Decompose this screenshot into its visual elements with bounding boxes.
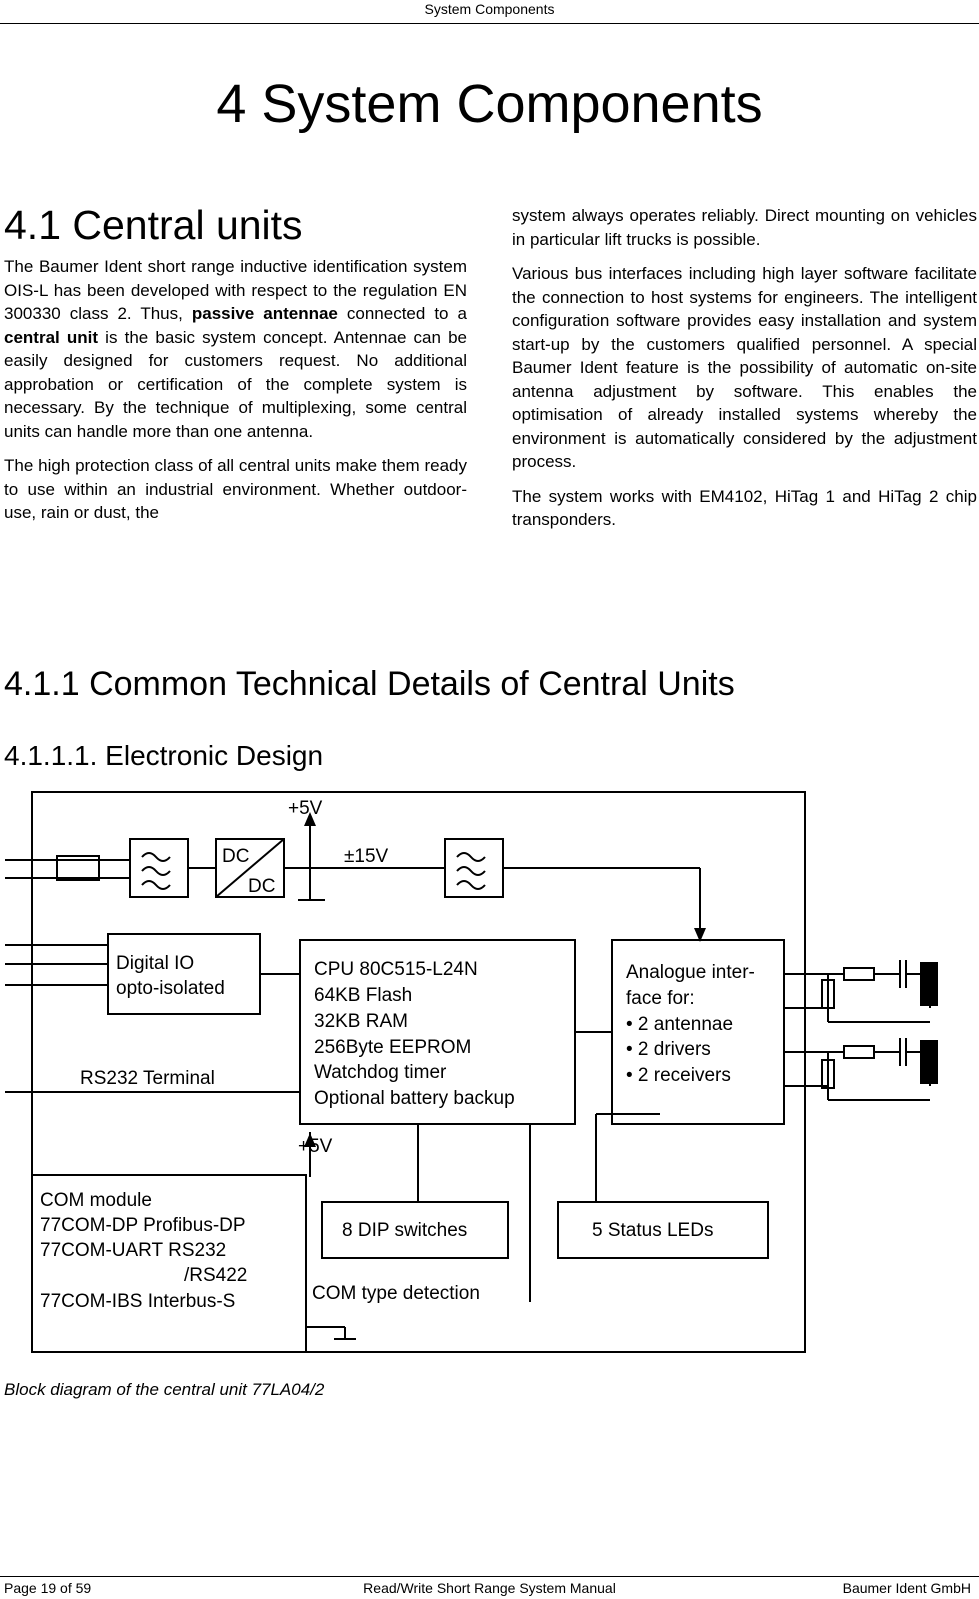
label-cpu-1: CPU 80C515-L24N	[314, 959, 478, 980]
paragraph-transponders: The system works with EM4102, HiTag 1 and HiTag 2 chip transponders.	[512, 486, 977, 529]
label-plus5v-mid: +5V	[298, 1136, 333, 1157]
filter-1-wave-icon	[142, 853, 170, 889]
label-digital-io-1: Digital IO	[116, 953, 195, 974]
label-dip-switches: 8 DIP switches	[342, 1220, 468, 1241]
left-column	[4, 255, 467, 536]
paragraph-intro	[4, 255, 467, 443]
label-dc-bottom: DC	[248, 876, 276, 897]
intro-text-a: The Baumer Ident short range inductive identification system OIS-L has been developed with respect to the regulation EN 300330 class 2. Thus,	[4, 257, 467, 323]
label-cpu-5: Watchdog timer	[314, 1062, 447, 1083]
paragraph-protection: The high protection class of all central units make them ready to use within an industrial environment. Whether outdoor-use, rain or dust, the	[4, 456, 467, 522]
subsection-title: 4.1.1 Common Technical Details of Central Units	[4, 665, 735, 703]
label-analog-2: face for:	[626, 988, 695, 1009]
label-com-2: 77COM-DP Profibus-DP	[40, 1215, 246, 1236]
label-analog-1: Analogue inter-	[626, 962, 755, 983]
right-column	[512, 204, 977, 543]
paragraph-bus-interfaces: Various bus interfaces including high layer software facilitate the connection to host systems for engineers. The intelligent configuration software provides easy installation and system start-up by the customers qualified personnel. A special Baumer Ident feature is the possibility of automatic on-site antenna adjustment by software. This enables the optimisation of already installed systems whereby the environment is automatically considered by the adjustment process.	[512, 264, 977, 471]
label-analog-5: • 2 receivers	[626, 1065, 731, 1086]
digital-io-box	[108, 934, 260, 1014]
subsubsection-title: 4.1.1.1. Electronic Design	[4, 740, 324, 771]
section-title: 4.1 Central units	[4, 202, 303, 248]
footer-page-number: Page 19 of 59	[4, 1580, 92, 1596]
label-pm15v: ±15V	[344, 846, 389, 867]
intro-bold-passive-antennae: passive antennae	[191, 304, 338, 323]
label-rs232: RS232 Terminal	[80, 1068, 215, 1089]
label-cpu-3: 32KB RAM	[314, 1011, 408, 1032]
antenna-coil-1	[920, 962, 938, 1006]
label-analog-4: • 2 drivers	[626, 1039, 711, 1060]
block-diagram	[0, 782, 979, 1372]
antenna-coil-2	[920, 1040, 938, 1084]
intro-text-b: connected to a	[337, 304, 467, 323]
figure-caption: Block diagram of the central unit 77LA04/2	[4, 1380, 325, 1399]
page-footer	[0, 1576, 979, 1599]
label-cpu-2: 64KB Flash	[314, 985, 413, 1006]
footer-company: Baumer Ident GmbH	[842, 1580, 971, 1596]
intro-text-c: is the basic system concept. Antennae can be easily designed for customers request. No additional approbation or certification of the complete system is necessary. By the technique of multiplexing, some central units can handle more than one antenna.	[4, 327, 468, 441]
intro-bold-central-unit: central unit	[4, 327, 99, 347]
paragraph-reliability: system always operates reliably. Direct mounting on vehicles in particular lift trucks is possible.	[512, 206, 977, 249]
label-analog-3: • 2 antennae	[626, 1014, 734, 1035]
label-com-3: 77COM-UART RS232	[40, 1240, 227, 1261]
label-plus5v-top: +5V	[288, 798, 323, 819]
label-status-leds: 5 Status LEDs	[592, 1220, 714, 1241]
label-cpu-4: 256Byte EEPROM	[314, 1037, 472, 1058]
filter-2-wave-icon	[457, 853, 485, 889]
label-com-1: COM module	[40, 1190, 152, 1211]
label-digital-io-2: opto-isolated	[116, 978, 225, 999]
label-cpu-6: Optional battery backup	[314, 1088, 515, 1109]
label-com-5: 77COM-IBS Interbus-S	[40, 1291, 236, 1312]
page-header	[0, 0, 979, 24]
chapter-title: 4 System Components	[216, 74, 763, 134]
label-com-4: /RS422	[184, 1265, 248, 1286]
label-dc-top: DC	[222, 846, 250, 867]
header-title: System Components	[424, 1, 555, 17]
label-com-type-detection: COM type detection	[312, 1283, 480, 1304]
footer-manual-title: Read/Write Short Range System Manual	[363, 1580, 616, 1596]
